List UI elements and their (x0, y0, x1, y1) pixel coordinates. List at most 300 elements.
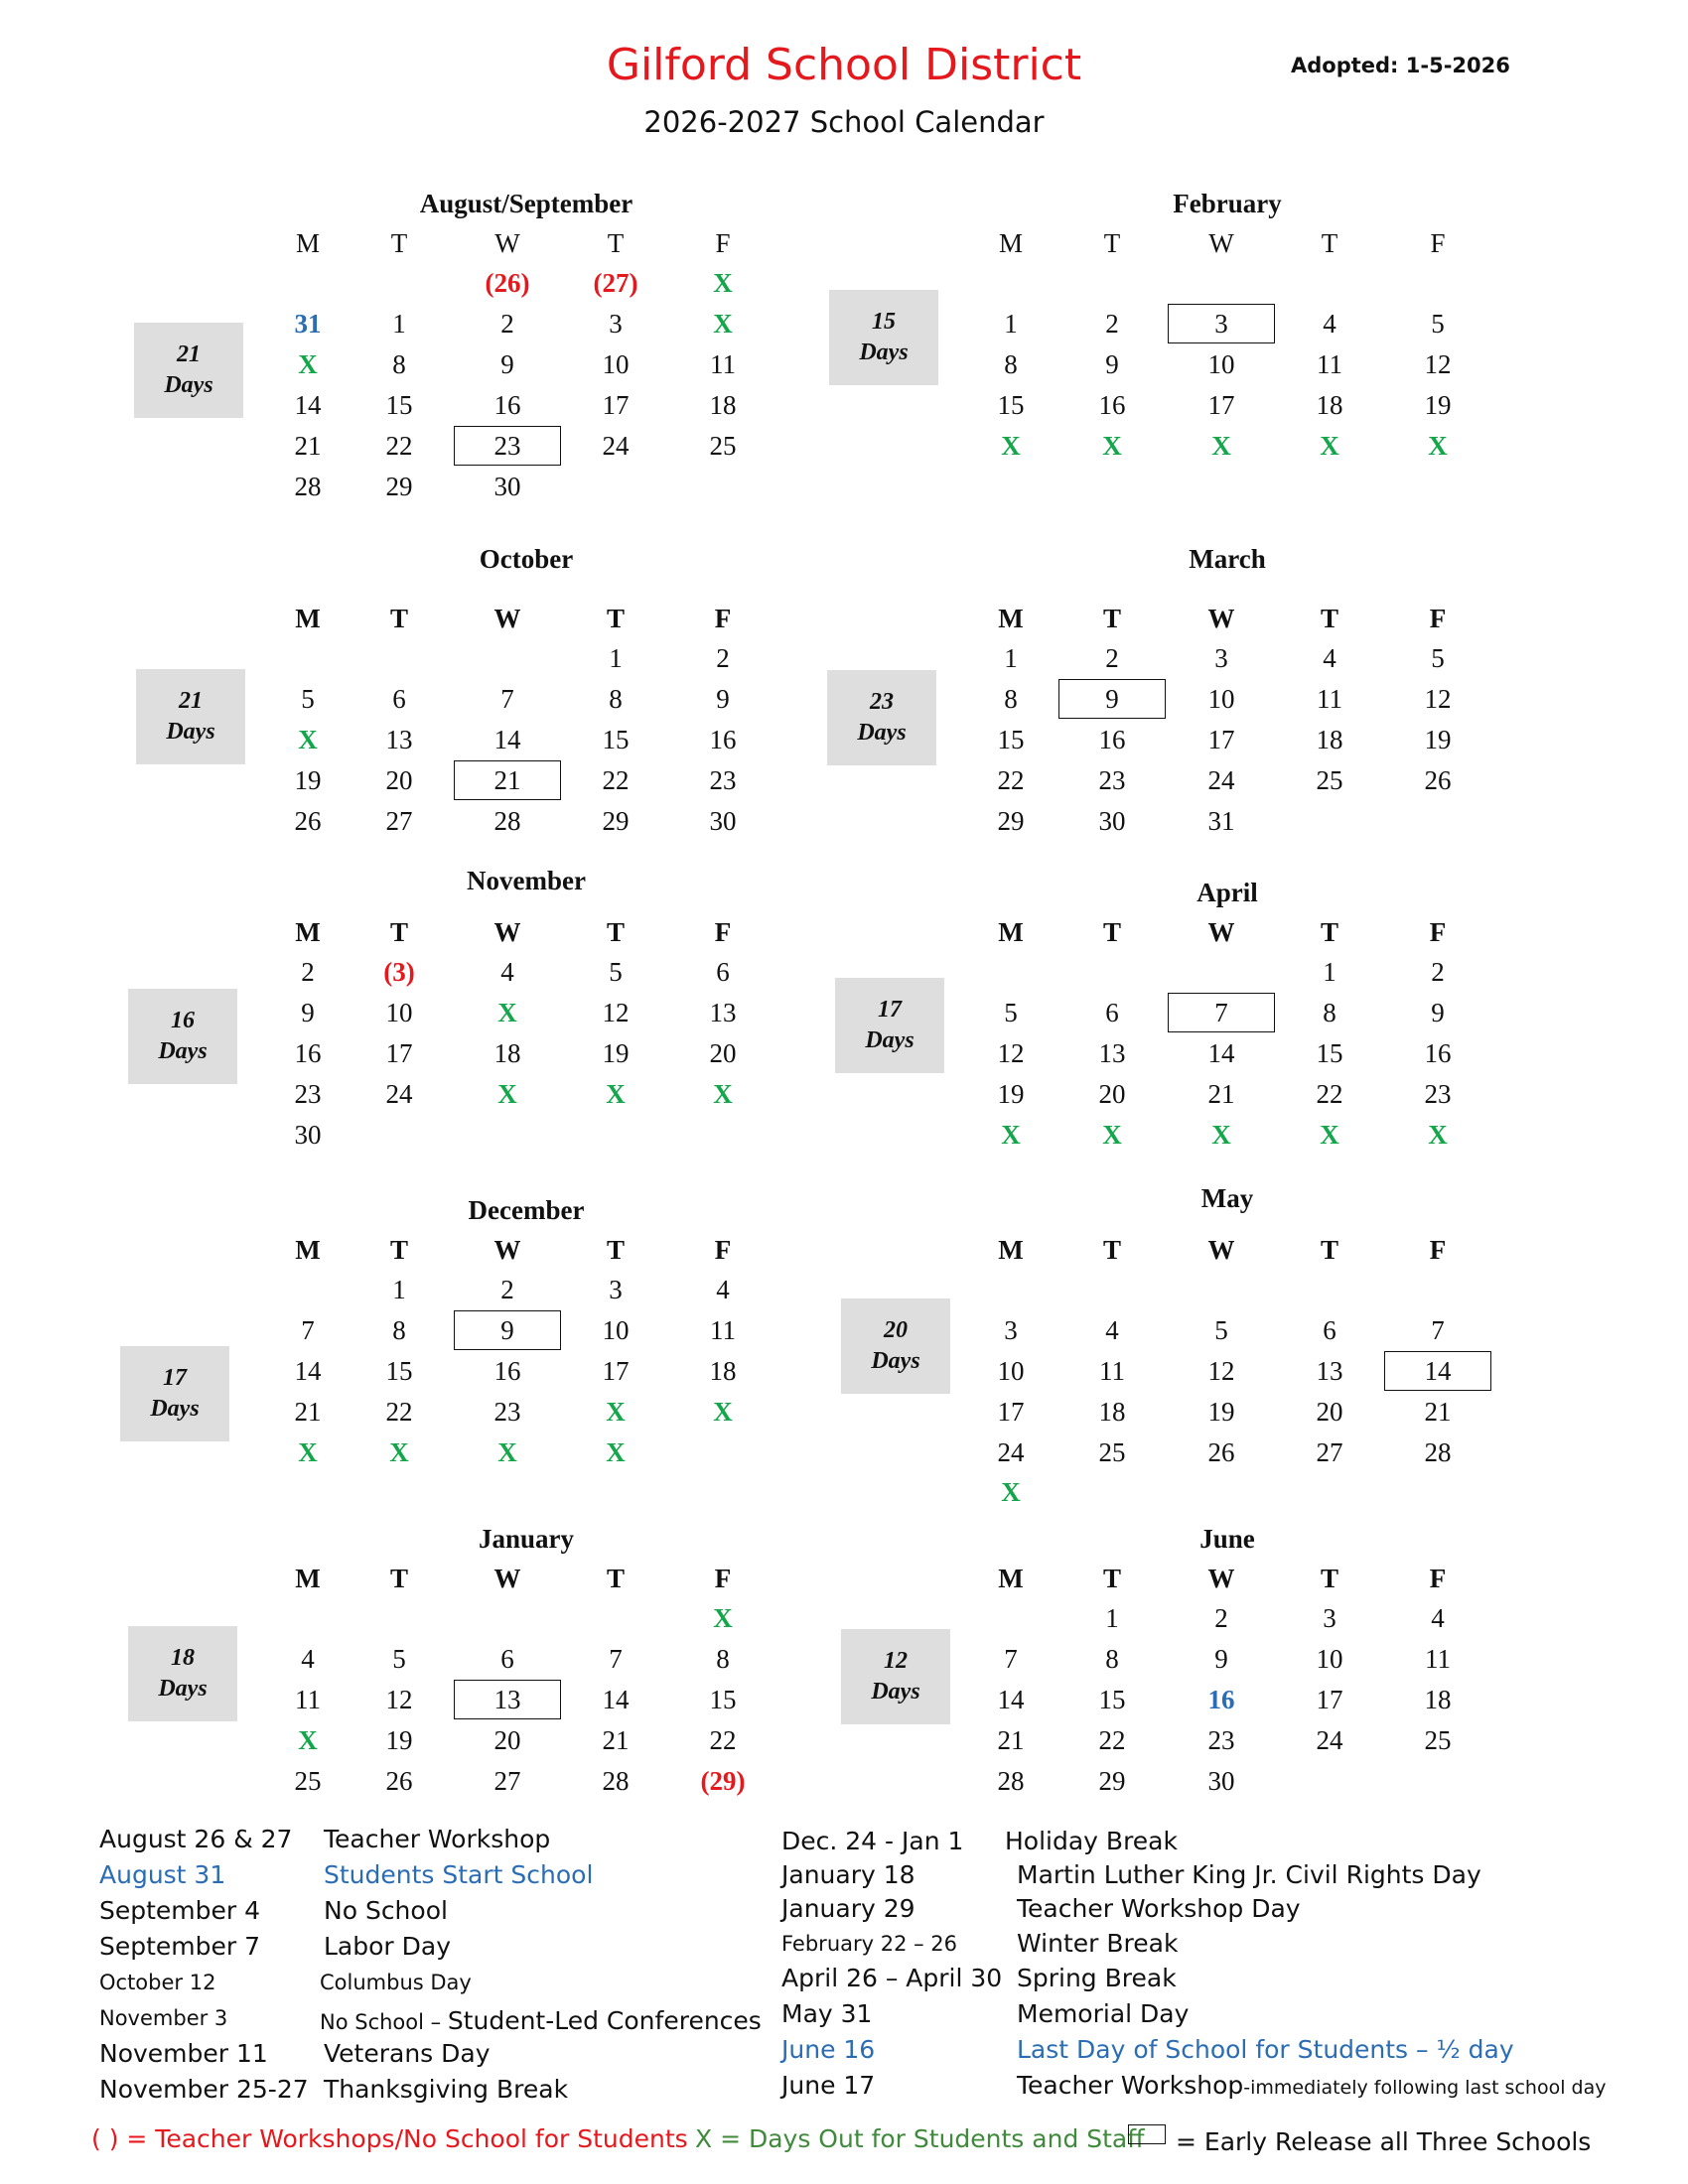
day-off-mark: X (713, 1079, 733, 1109)
calendar-day: 24 (1316, 1725, 1343, 1755)
calendar-day: 27 (493, 1766, 521, 1796)
month-title: June (1199, 1524, 1255, 1554)
calendar-day: 4 (1105, 1315, 1119, 1345)
calendar-day: 13 (1316, 1356, 1343, 1386)
event-date: September 4 (99, 1896, 261, 1925)
calendar-day: 12 (1424, 684, 1452, 714)
legend-teacher-workshops: ( ) = Teacher Workshops/No School for Students (91, 2124, 688, 2153)
calendar-day: 24 (1207, 765, 1235, 795)
calendar-day: 22 (385, 431, 413, 461)
weekday-header: F (1430, 228, 1446, 258)
calendar-day: 16 (493, 1356, 521, 1386)
instructional-days-count: 16 Days (128, 989, 237, 1084)
calendar-day: 5 (1431, 309, 1445, 339)
calendar-day: 16 (1098, 390, 1126, 420)
event-description: Spring Break (1017, 1964, 1177, 1992)
calendar-day: 9 (301, 998, 315, 1027)
weekday-header: T (1320, 1235, 1338, 1265)
event-description: Teacher Workshop Day (1017, 1894, 1301, 1923)
calendar-day: 9 (716, 684, 730, 714)
event-date: April 26 – April 30 (781, 1964, 1003, 1992)
calendar-day: 25 (294, 1766, 322, 1796)
day-off-mark: X (1428, 431, 1448, 461)
event-date: November 25-27 (99, 2075, 309, 2104)
calendar-day: 10 (997, 1356, 1025, 1386)
calendar-day: 8 (1105, 1644, 1119, 1674)
calendar-day: 17 (602, 1356, 630, 1386)
calendar-day: 21 (602, 1725, 630, 1755)
weekday-header: T (1320, 604, 1338, 633)
calendar-day: 23 (1098, 765, 1126, 795)
day-off-mark: X (497, 998, 517, 1027)
calendar-day: 9 (1214, 1644, 1228, 1674)
weekday-header: T (1103, 228, 1121, 258)
early-release-day: 13 (453, 1685, 562, 1719)
calendar-day: 8 (1004, 684, 1018, 714)
calendar-day: 2 (1214, 1603, 1228, 1633)
event-description: Students Start School (324, 1860, 594, 1889)
event-description: No School (324, 1896, 448, 1925)
instructional-days-count: 21 Days (134, 323, 243, 418)
calendar-day: 5 (1214, 1315, 1228, 1345)
event-description: Martin Luther King Jr. Civil Rights Day (1017, 1860, 1481, 1889)
calendar-day: 12 (385, 1685, 413, 1714)
day-off-mark: X (298, 1725, 318, 1755)
day-off-mark: X (713, 1603, 733, 1633)
event-date: Dec. 24 - Jan 1 (781, 1827, 964, 1855)
calendar-day: 19 (602, 1038, 630, 1068)
calendar-day: 14 (1207, 1038, 1235, 1068)
early-release-day: 23 (453, 431, 562, 466)
month-title: August/September (419, 189, 633, 218)
month-title: March (1189, 544, 1266, 574)
weekday-header: T (389, 604, 408, 633)
instructional-days-count: 15 Days (829, 290, 938, 385)
legend-early-release-text: = Early Release all Three Schools (1176, 2127, 1592, 2156)
weekday-header: T (1102, 1235, 1121, 1265)
event-date: August 26 & 27 (99, 1825, 293, 1853)
event-description: No School – Student-Led Conferences (320, 2006, 762, 2035)
calendar-day: 1 (1323, 957, 1336, 987)
calendar-day: 13 (709, 998, 737, 1027)
calendar-day: 7 (301, 1315, 315, 1345)
weekday-header: T (1102, 917, 1121, 947)
calendar-day: 24 (602, 431, 630, 461)
page-subtitle: 2026-2027 School Calendar (643, 105, 1045, 139)
calendar-day: 18 (1316, 390, 1343, 420)
calendar-day: 17 (1207, 390, 1235, 420)
calendar-day: 18 (1098, 1397, 1126, 1427)
event-description: Memorial Day (1017, 1999, 1190, 2028)
month-title: November (467, 866, 586, 895)
calendar-day: 20 (1098, 1079, 1126, 1109)
weekday-header: T (389, 1564, 408, 1593)
calendar-day: 19 (385, 1725, 413, 1755)
calendar-day: 14 (294, 1356, 322, 1386)
calendar-day: 1 (392, 1275, 406, 1304)
calendar-day: 30 (493, 472, 521, 501)
weekday-header: F (714, 604, 732, 633)
weekday-header: F (1429, 1564, 1447, 1593)
calendar-day: (26) (485, 268, 530, 298)
calendar-day: 25 (709, 431, 737, 461)
weekday-header: T (390, 228, 408, 258)
calendar-day: 25 (1424, 1725, 1452, 1755)
calendar-day: 10 (1207, 349, 1235, 379)
calendar-day: 20 (1316, 1397, 1343, 1427)
calendar-day: 5 (1004, 998, 1018, 1027)
calendar-day: 15 (1316, 1038, 1343, 1068)
event-date: October 12 (99, 1971, 216, 1994)
weekday-header: W (1208, 228, 1234, 258)
calendar-day: 13 (1098, 1038, 1126, 1068)
day-off-mark: X (606, 1397, 626, 1427)
calendar-day: 7 (1004, 1644, 1018, 1674)
calendar-day: 30 (294, 1120, 322, 1150)
weekday-header: F (1429, 1235, 1447, 1265)
legend-days-out: X = Days Out for Students and Staff (695, 2124, 1145, 2153)
weekday-header: M (295, 228, 320, 258)
event-description: Teacher Workshop-immediately following last school day (1017, 2071, 1607, 2100)
day-off-mark: X (1102, 431, 1122, 461)
calendar-day: 12 (997, 1038, 1025, 1068)
weekday-header: M (998, 1564, 1024, 1593)
weekday-header: T (606, 917, 625, 947)
calendar-day: 22 (385, 1397, 413, 1427)
calendar-day: 19 (1207, 1397, 1235, 1427)
weekday-header: W (493, 1235, 521, 1265)
weekday-header: W (1207, 1564, 1235, 1593)
calendar-day: 8 (1004, 349, 1018, 379)
calendar-day: 10 (1207, 684, 1235, 714)
calendar-day: (3) (383, 957, 415, 987)
calendar-day: 2 (500, 1275, 514, 1304)
calendar-day: 23 (493, 1397, 521, 1427)
weekday-header: T (1102, 604, 1121, 633)
calendar-day: 26 (294, 806, 322, 836)
early-release-box-icon (1128, 2124, 1166, 2144)
calendar-day: 5 (301, 684, 315, 714)
calendar-day: 25 (1098, 1437, 1126, 1467)
weekday-header: M (998, 228, 1023, 258)
calendar-day: 23 (294, 1079, 322, 1109)
calendar-day: 16 (1098, 725, 1126, 754)
day-off-mark: X (606, 1079, 626, 1109)
calendar-day: 6 (1105, 998, 1119, 1027)
calendar-day: 3 (609, 309, 623, 339)
event-date: September 7 (99, 1932, 261, 1961)
calendar-day: 11 (1425, 1644, 1451, 1674)
calendar-day: 30 (709, 806, 737, 836)
calendar-day: 8 (716, 1644, 730, 1674)
calendar-day: 2 (1105, 643, 1119, 673)
calendar-day: 27 (385, 806, 413, 836)
calendar-day: 15 (602, 725, 630, 754)
day-off-mark: X (298, 1437, 318, 1467)
weekday-header: T (606, 1235, 625, 1265)
event-description: Columbus Day (320, 1971, 472, 1994)
calendar-day: 29 (385, 472, 413, 501)
calendar-day: 11 (1317, 684, 1342, 714)
calendar-day: 21 (997, 1725, 1025, 1755)
weekday-header: W (1207, 604, 1235, 633)
calendar-day: 19 (294, 765, 322, 795)
calendar-day: 18 (1424, 1685, 1452, 1714)
weekday-header: T (1102, 1564, 1121, 1593)
calendar-day: 27 (1316, 1437, 1343, 1467)
early-release-day: 21 (453, 765, 562, 800)
early-release-day: 9 (1057, 684, 1167, 719)
month-title: February (1173, 189, 1282, 218)
calendar-day: 17 (1316, 1685, 1343, 1714)
calendar-day: 11 (295, 1685, 321, 1714)
weekday-header: F (1429, 917, 1447, 947)
calendar-day: 6 (500, 1644, 514, 1674)
calendar-day: 7 (609, 1644, 623, 1674)
weekday-header: M (998, 917, 1024, 947)
event-date: February 22 – 26 (781, 1932, 958, 1956)
weekday-header: M (295, 917, 321, 947)
calendar-day: 20 (709, 1038, 737, 1068)
calendar-day: 19 (1424, 390, 1452, 420)
weekday-header: W (493, 917, 521, 947)
calendar-day: 10 (602, 349, 630, 379)
calendar-day: 10 (385, 998, 413, 1027)
calendar-day: 24 (997, 1437, 1025, 1467)
calendar-day: 7 (500, 684, 514, 714)
weekday-header: M (295, 604, 321, 633)
calendar-day: 18 (493, 1038, 521, 1068)
weekday-header: W (1207, 1235, 1235, 1265)
early-release-day: 7 (1167, 998, 1276, 1032)
weekday-header: W (493, 604, 521, 633)
calendar-day: 30 (1098, 806, 1126, 836)
calendar-day: 30 (1207, 1766, 1235, 1796)
calendar-day: 1 (609, 643, 623, 673)
calendar-day: 15 (997, 390, 1025, 420)
calendar-day: 15 (709, 1685, 737, 1714)
calendar-day: 3 (1214, 643, 1228, 673)
day-off-mark: X (298, 725, 318, 754)
day-off-mark: X (713, 1397, 733, 1427)
calendar-day: 14 (493, 725, 521, 754)
calendar-day: 26 (385, 1766, 413, 1796)
calendar-day: 19 (997, 1079, 1025, 1109)
weekday-header: T (606, 1564, 625, 1593)
calendar-day: 21 (1424, 1397, 1452, 1427)
calendar-day: 1 (1004, 309, 1018, 339)
calendar-day: (29) (700, 1766, 746, 1796)
day-off-mark: X (1428, 1120, 1448, 1150)
weekday-header: M (295, 1235, 321, 1265)
day-off-mark: X (497, 1437, 517, 1467)
month-title: December (468, 1195, 585, 1225)
day-off-mark: X (298, 349, 318, 379)
calendar-day: 31 (294, 309, 322, 339)
early-release-day: 3 (1167, 309, 1276, 343)
calendar-day: 24 (385, 1079, 413, 1109)
calendar-day: 5 (1431, 643, 1445, 673)
calendar-day: 17 (1207, 725, 1235, 754)
weekday-header: F (714, 917, 732, 947)
calendar-day: 26 (1207, 1437, 1235, 1467)
calendar-day: 28 (997, 1766, 1025, 1796)
calendar-day: 8 (1323, 998, 1336, 1027)
calendar-day: 10 (1316, 1644, 1343, 1674)
instructional-days-count: 18 Days (128, 1626, 237, 1721)
calendar-day: 16 (493, 390, 521, 420)
calendar-day: 11 (710, 349, 736, 379)
calendar-day: 12 (1424, 349, 1452, 379)
instructional-days-count: 17 Days (120, 1346, 229, 1441)
calendar-day: 9 (1431, 998, 1445, 1027)
calendar-day: 23 (709, 765, 737, 795)
early-release-day: 9 (453, 1315, 562, 1350)
weekday-header: T (1320, 1564, 1338, 1593)
calendar-day: 16 (1424, 1038, 1452, 1068)
calendar-day: 20 (385, 765, 413, 795)
weekday-header: T (1320, 917, 1338, 947)
calendar-day: 14 (997, 1685, 1025, 1714)
calendar-day: 18 (709, 1356, 737, 1386)
event-date: June 16 (781, 2035, 876, 2064)
calendar-day: 14 (294, 390, 322, 420)
calendar-day: 15 (385, 390, 413, 420)
calendar-day: 21 (1207, 1079, 1235, 1109)
calendar-day: 15 (997, 725, 1025, 754)
calendar-day: 11 (710, 1315, 736, 1345)
page-title: Gilford School District (606, 40, 1082, 90)
calendar-day: 29 (602, 806, 630, 836)
day-off-mark: X (497, 1079, 517, 1109)
calendar-day: 11 (1099, 1356, 1125, 1386)
calendar-day: 3 (1004, 1315, 1018, 1345)
calendar-day: 9 (1105, 349, 1119, 379)
month-title: April (1196, 878, 1258, 907)
calendar-day: 22 (1098, 1725, 1126, 1755)
weekday-header: F (714, 1235, 732, 1265)
calendar-day: 23 (1424, 1079, 1452, 1109)
calendar-day: 2 (716, 643, 730, 673)
day-off-mark: X (606, 1437, 626, 1467)
calendar-day: 2 (1431, 957, 1445, 987)
weekday-header: F (1429, 604, 1447, 633)
weekday-header: F (714, 1564, 732, 1593)
weekday-header: W (494, 228, 520, 258)
calendar-day: 21 (294, 1397, 322, 1427)
calendar-day: 4 (301, 1644, 315, 1674)
instructional-days-count: 23 Days (827, 670, 936, 765)
calendar-day: 5 (392, 1644, 406, 1674)
weekday-header: M (295, 1564, 321, 1593)
calendar-day: 4 (500, 957, 514, 987)
legend-early-release (1128, 2124, 1591, 2156)
calendar-day: 2 (1105, 309, 1119, 339)
calendar-day: 20 (493, 1725, 521, 1755)
calendar-day: 13 (385, 725, 413, 754)
calendar-day: 22 (1316, 1079, 1343, 1109)
day-off-mark: X (713, 268, 733, 298)
calendar-day: 7 (1431, 1315, 1445, 1345)
event-date: November 11 (99, 2039, 268, 2068)
calendar-day: 3 (1323, 1603, 1336, 1633)
instructional-days-count: 17 Days (835, 978, 944, 1073)
month-title: May (1200, 1183, 1254, 1213)
day-off-mark: X (1102, 1120, 1122, 1150)
day-off-mark: X (1001, 1477, 1021, 1507)
calendar-day: 15 (1098, 1685, 1126, 1714)
calendar-day: 28 (1424, 1437, 1452, 1467)
weekday-header: W (1207, 917, 1235, 947)
weekday-header: M (998, 604, 1024, 633)
calendar-day: 4 (1431, 1603, 1445, 1633)
calendar-day: 16 (294, 1038, 322, 1068)
event-date: January 29 (781, 1894, 915, 1923)
event-description: Winter Break (1017, 1929, 1179, 1958)
calendar-day: 6 (716, 957, 730, 987)
event-description: Last Day of School for Students – ½ day (1017, 2035, 1514, 2064)
day-off-mark: X (389, 1437, 409, 1467)
instructional-days-count: 21 Days (136, 669, 245, 764)
calendar-day: 5 (609, 957, 623, 987)
calendar-day: 8 (392, 1315, 406, 1345)
instructional-days-count: 12 Days (841, 1629, 950, 1724)
calendar-day: 3 (609, 1275, 623, 1304)
event-date: June 17 (781, 2071, 876, 2100)
calendar-day: 2 (301, 957, 315, 987)
calendar-day: 31 (1207, 806, 1235, 836)
adopted-date: Adopted: 1-5-2026 (1291, 54, 1510, 77)
month-title: January (478, 1524, 575, 1554)
calendar-day: 6 (392, 684, 406, 714)
event-date: May 31 (781, 1999, 873, 2028)
calendar-day: 16 (709, 725, 737, 754)
event-date: January 18 (781, 1860, 915, 1889)
month-title: October (479, 544, 574, 574)
calendar-day: 4 (1323, 309, 1336, 339)
event-description: Holiday Break (1005, 1827, 1178, 1855)
calendar-day: 11 (1317, 349, 1342, 379)
calendar-day: 17 (997, 1397, 1025, 1427)
weekday-header: W (493, 1564, 521, 1593)
weekday-header: T (389, 1235, 408, 1265)
calendar-day: 6 (1323, 1315, 1336, 1345)
calendar-day: 21 (294, 431, 322, 461)
weekday-header: T (606, 604, 625, 633)
calendar-day: 8 (609, 684, 623, 714)
calendar-day: 22 (602, 765, 630, 795)
calendar-day: 17 (385, 1038, 413, 1068)
day-off-mark: X (713, 309, 733, 339)
day-off-mark: X (1211, 1120, 1231, 1150)
day-off-mark: X (1320, 431, 1339, 461)
calendar-day: 4 (716, 1275, 730, 1304)
day-off-mark: X (1001, 1120, 1021, 1150)
calendar-day: 1 (1105, 1603, 1119, 1633)
calendar-day: 1 (392, 309, 406, 339)
calendar-day: 14 (602, 1685, 630, 1714)
calendar-day: 22 (709, 1725, 737, 1755)
calendar-day: 26 (1424, 765, 1452, 795)
calendar-day: 16 (1207, 1685, 1235, 1714)
event-description: Veterans Day (324, 2039, 491, 2068)
day-off-mark: X (1320, 1120, 1339, 1150)
calendar-day: 25 (1316, 765, 1343, 795)
calendar-day: 10 (602, 1315, 630, 1345)
calendar-day: 9 (500, 349, 514, 379)
weekday-header: T (389, 917, 408, 947)
calendar-day: 12 (602, 998, 630, 1027)
